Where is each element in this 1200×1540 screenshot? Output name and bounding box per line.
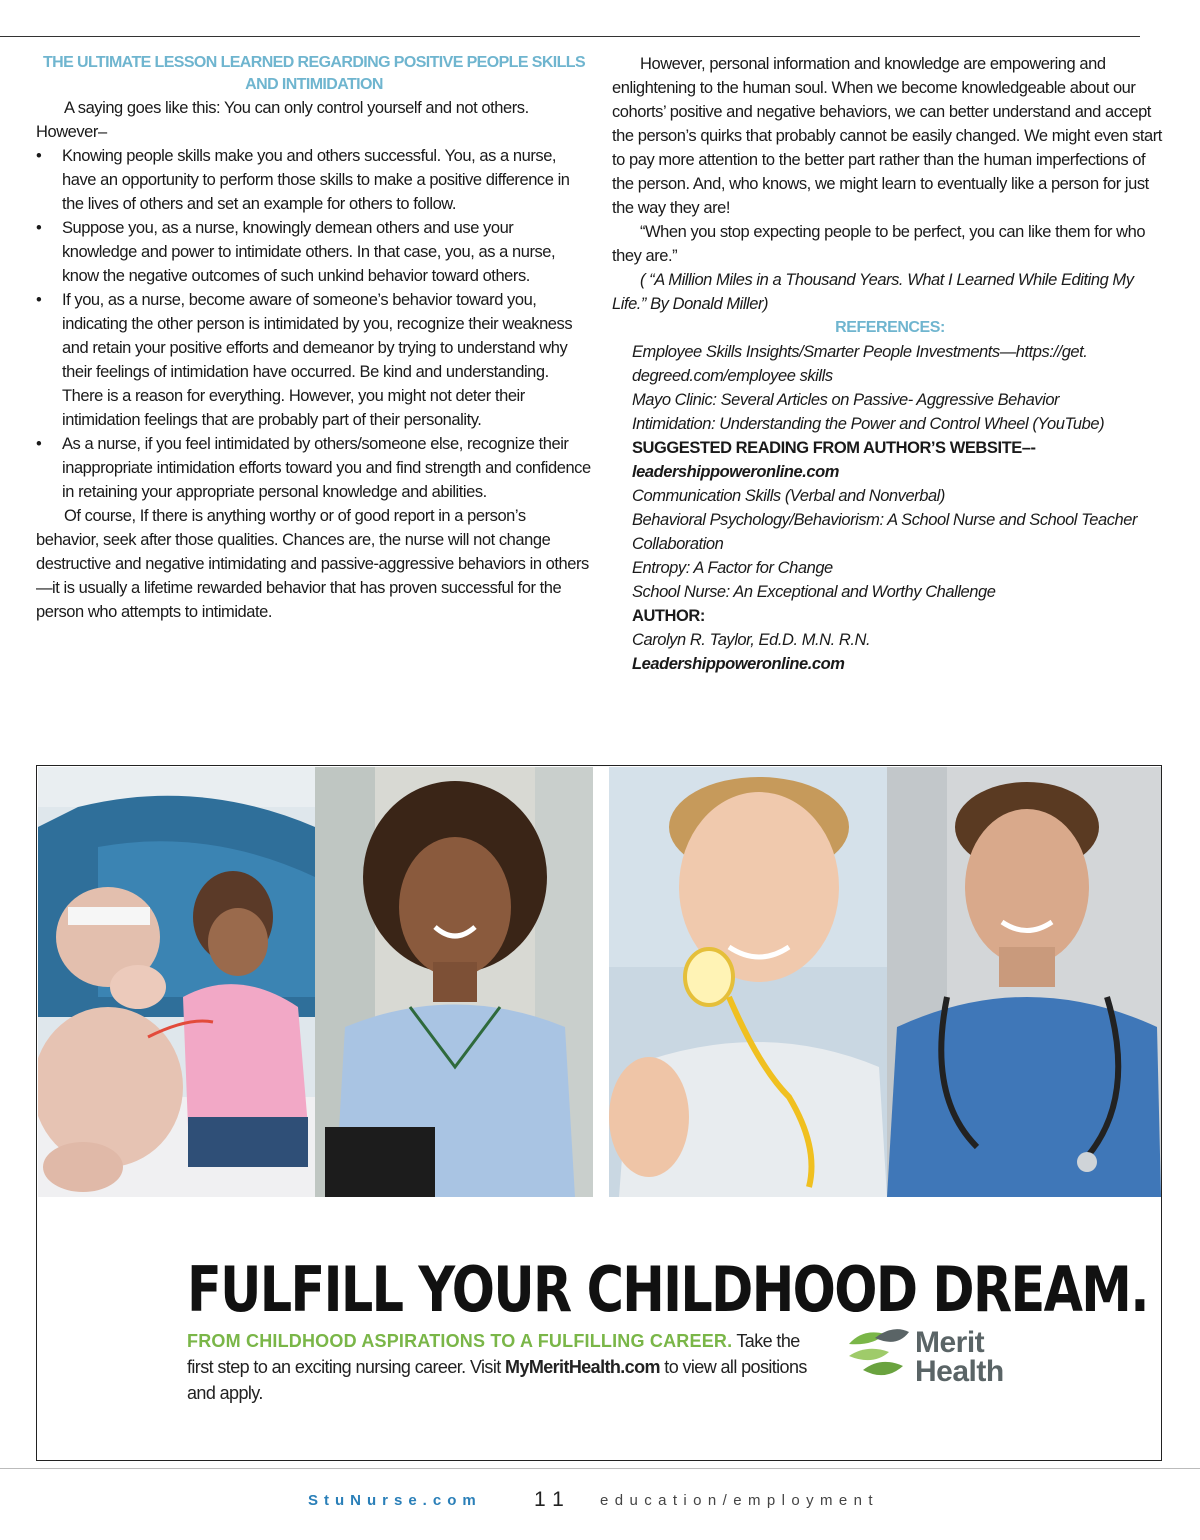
intro-paragraph: A saying goes like this: You can only control yourself and not others. However– xyxy=(36,99,529,141)
photo-smiling-male-nurse xyxy=(887,767,1161,1197)
merit-health-wordmark xyxy=(915,1328,1004,1386)
author-name: Carolyn R. Taylor, Ed.D. M.N. R.N. xyxy=(632,631,871,649)
logo-word-merit: Merit xyxy=(915,1326,985,1359)
ad-website-link[interactable]: MyMeritHealth.com xyxy=(505,1357,660,1377)
merit-health-logo xyxy=(845,1326,1025,1390)
footer-rule xyxy=(0,1468,1200,1469)
author-heading: AUTHOR: xyxy=(632,607,705,625)
footer-section-name: education/employment xyxy=(600,1492,879,1509)
ad-lead-text: FROM CHILDHOOD ASPIRATIONS TO A FULFILLING CAREER. xyxy=(187,1331,733,1351)
reference-item: Employee Skills Insights/Smarter People Investments—https://get. degreed.com/employee skills xyxy=(632,343,1088,385)
suggested-item: School Nurse: An Exceptional and Worthy Challenge xyxy=(632,583,996,601)
ad-headline: FULFILL YOUR CHILDHOOD DREAM. xyxy=(187,1253,1148,1326)
suggested-item: Communication Skills (Verbal and Nonverbal) xyxy=(632,487,945,505)
bullet-item: • Knowing people skills make you and others successful. You, as a nurse, have an opportunity to perform those skills to make a positive difference in the lives of others and set an example for others to follow. xyxy=(36,144,592,216)
photo-boy-with-stethoscope xyxy=(609,767,887,1197)
reference-item: Intimidation: Understanding the Power and Control Wheel (YouTube) xyxy=(632,415,1105,433)
however-paragraph: However, personal information and knowledge are empowering and enlightening to the human soul. When we become knowledgeable about our cohorts’ positive and negative behaviors, we can better understand and accept the person’s quirks that probably cannot be easily changed. We might even start to pay more attention to the better part rather than the human imperfections of the person. And, who knows, we might learn to eventually like a person for just the way they are! xyxy=(612,55,1162,217)
suggested-item: Entropy: A Factor for Change xyxy=(632,559,833,577)
merit-health-advertisement xyxy=(36,765,1162,1461)
references-list xyxy=(612,340,1168,676)
bullet-item: • Suppose you, as a nurse, knowingly demean others and use your knowledge and power to intimidate others. In that case, you, as a nurse, know the negative outcomes of such unkind behavior toward others. xyxy=(36,216,592,288)
page-number: 11 xyxy=(534,1488,572,1511)
logo-word-health: Health xyxy=(915,1355,1004,1388)
reference-item: Mayo Clinic: Several Articles on Passive- Aggressive Behavior xyxy=(632,391,1060,409)
quote-paragraph: “When you stop expecting people to be perfect, you can like them for who they are.” xyxy=(612,223,1146,265)
bullet-list xyxy=(36,144,592,504)
references-heading: REFERENCES: xyxy=(835,319,945,336)
suggested-website-link[interactable]: leadershippoweronline.com xyxy=(632,463,839,481)
merit-health-leaf-icon xyxy=(845,1326,911,1386)
ad-body-text: Take the first step to an exciting nursing career. Visit xyxy=(187,1331,800,1377)
bullet-item: • If you, as a nurse, become aware of someone’s behavior toward you, indicating the other person is intimidated by you, recognize their weakness and retain your positive efforts and demeanor by trying to understand why their feelings of intimidation have occurred. Be kind and understanding. There is a reason for everything. However, you might not deter their intimidation feelings that are probably part of their personality. xyxy=(36,288,592,432)
photo-smiling-female-nurse xyxy=(315,767,593,1197)
footer-site-name: StuNurse.com xyxy=(308,1492,482,1509)
photo-girl-with-teddy-bear xyxy=(38,767,315,1197)
article-right-column xyxy=(612,52,1168,676)
ad-body-text-end: to view all positions and apply. xyxy=(187,1357,807,1403)
article-heading: THE ULTIMATE LESSON LEARNED REGARDING POSITIVE PEOPLE SKILLS AND INTIMIDATION xyxy=(42,54,586,93)
top-rule xyxy=(0,36,1140,37)
suggested-item: Behavioral Psychology/Behaviorism: A School Nurse and School Teacher Collaboration xyxy=(632,511,1138,553)
quote-citation: ( “A Million Miles in a Thousand Years. What I Learned While Editing My Life.” By Donald Miller) xyxy=(612,271,1134,313)
suggested-reading-heading: SUGGESTED READING FROM AUTHOR’S WEBSITE–- xyxy=(632,439,1036,457)
article-left-column xyxy=(36,52,592,624)
page-footer xyxy=(0,1488,1200,1518)
of-course-paragraph: Of course, If there is anything worthy or of good report in a person’s behavior, seek after those qualities. Chances are, the nurse will not change destructive and negative intimidating and passive-aggressive behaviors in others—it is usually a lifetime rewarded behavior that has proven successful for the person who attempts to intimidate. xyxy=(36,507,589,621)
author-website-link[interactable]: Leadershippoweronline.com xyxy=(632,655,845,673)
bullet-item: • As a nurse, if you feel intimidated by others/someone else, recognize their inappropriate intimidation efforts toward you and find strength and confidence in retaining your appropriate personal knowledge and abilities. xyxy=(36,432,592,504)
ad-body-copy xyxy=(187,1328,827,1406)
